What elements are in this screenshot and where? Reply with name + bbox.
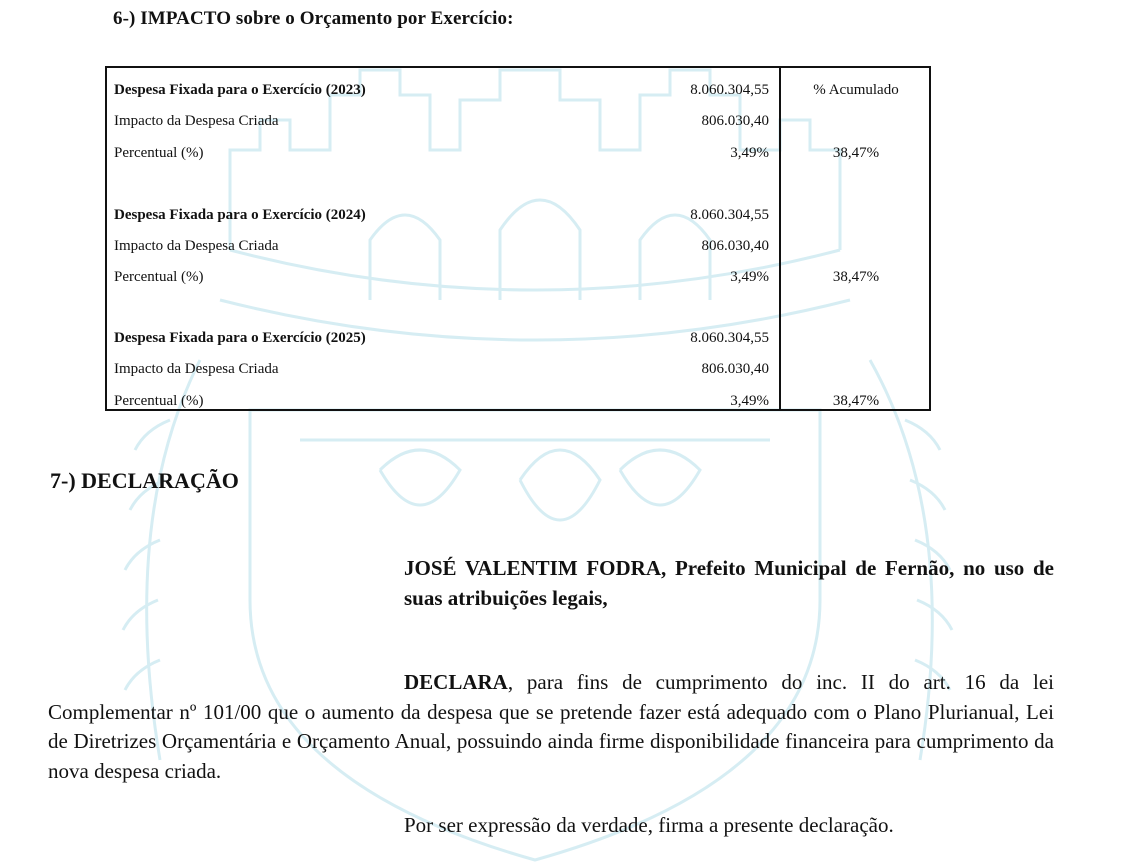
exercise-2023-label: Despesa Fixada para o Exercício (2023): [114, 82, 366, 98]
exercise-2025-impact-label: Impacto da Despesa Criada: [114, 361, 279, 377]
exercise-2025-label: Despesa Fixada para o Exercício (2025): [114, 330, 366, 346]
table-column-divider: [779, 68, 781, 409]
exercise-2024-impact-label: Impacto da Despesa Criada: [114, 238, 279, 254]
exercise-2025-accumulated: 38,47%: [832, 393, 880, 409]
exercise-2024-percent-label: Percentual (%): [114, 269, 204, 285]
closing-statement: Por ser expressão da verdade, firma a presente declaração.: [404, 813, 894, 837]
section-6-heading: 6-) IMPACTO sobre o Orçamento por Exercício:: [113, 8, 514, 29]
exercise-2025-fixed-value: 8.060.304,55: [690, 330, 769, 346]
exercise-2025-percent-label: Percentual (%): [114, 393, 204, 409]
declaration-text: , para fins de cumprimento do inc. II do art. 16 da lei Complementar nº 101/00 que o aumento da despesa que se pretende fazer está adequado com o Plano Plurianual, Lei de Diretrizes Orçamentária e Orçamento Anual, possuindo ainda firme disponibilidade financeira para cumprimento da nova despesa criada.: [48, 670, 1054, 783]
exercise-2023-impact-value: 806.030,40: [701, 113, 769, 129]
exercise-2023-fixed-value: 8.060.304,55: [690, 82, 769, 98]
exercise-2025-percent-value: 3,49%: [730, 393, 769, 409]
exercise-2024-accumulated: 38,47%: [832, 269, 880, 285]
exercise-2024-percent-value: 3,49%: [730, 269, 769, 285]
declarant-statement: JOSÉ VALENTIM FODRA, Prefeito Municipal de Fernão, no uso de suas atribuições legais,: [404, 556, 1054, 610]
exercise-2023-percent-label: Percentual (%): [114, 145, 204, 161]
exercise-2023-impact-label: Impacto da Despesa Criada: [114, 113, 279, 129]
exercise-2025-impact-value: 806.030,40: [701, 361, 769, 377]
declara-word: DECLARA: [404, 670, 508, 694]
accumulated-header: % Acumulado: [813, 82, 899, 98]
budget-impact-table: [105, 66, 931, 411]
exercise-2024-impact-value: 806.030,40: [701, 238, 769, 254]
declaration-paragraph: [48, 668, 1054, 786]
exercise-2023-accumulated: 38,47%: [832, 145, 880, 161]
section-7-heading: 7-) DECLARAÇÃO: [50, 468, 239, 493]
exercise-2024-label: Despesa Fixada para o Exercício (2024): [114, 207, 366, 223]
exercise-2023-percent-value: 3,49%: [730, 145, 769, 161]
exercise-2024-fixed-value: 8.060.304,55: [690, 207, 769, 223]
